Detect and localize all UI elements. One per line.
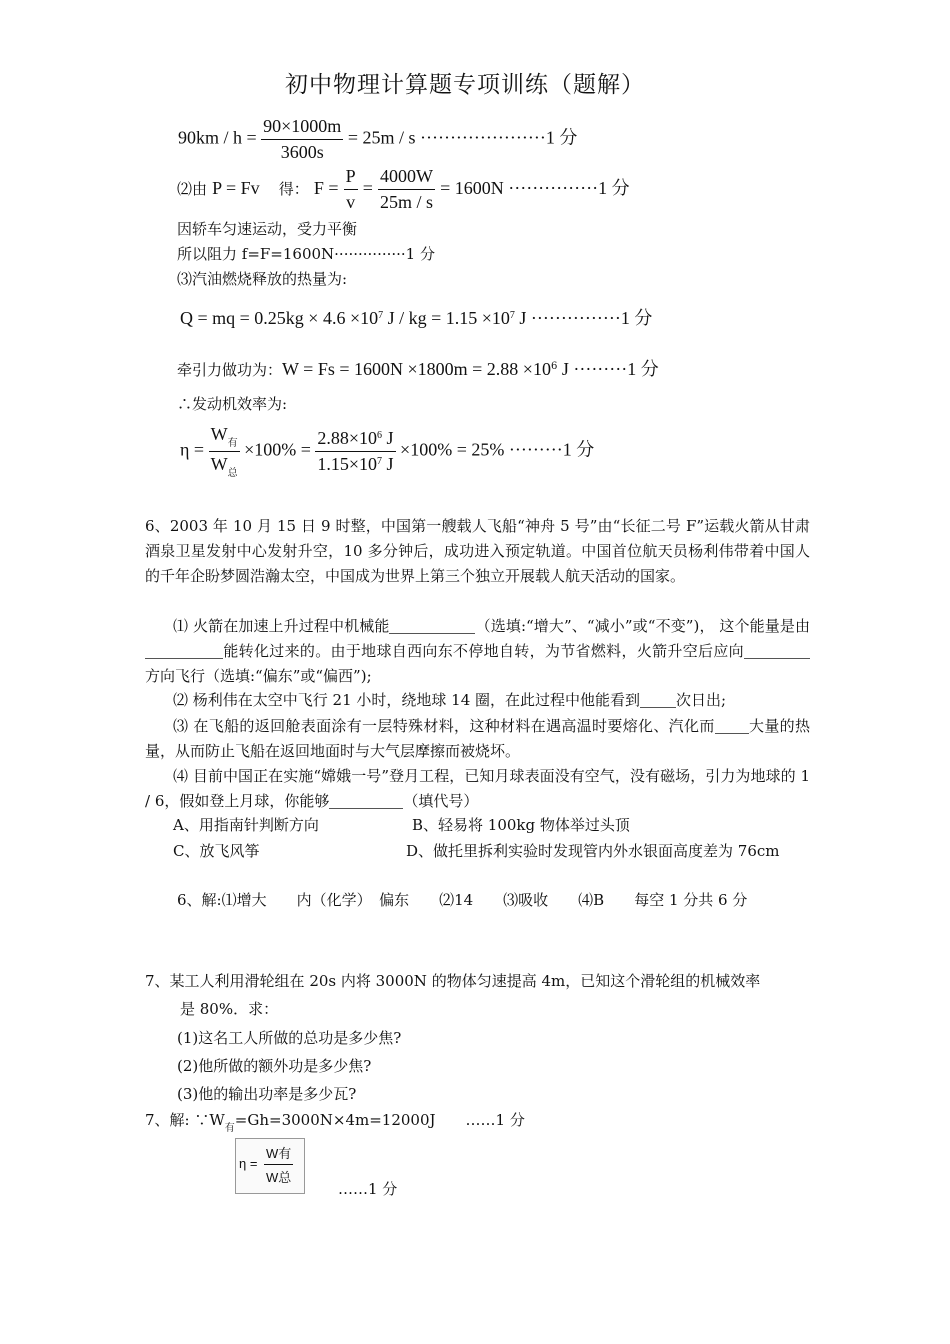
option-b: B、轻易将 100kg 物体举过头顶: [412, 816, 630, 834]
answer-blank[interactable]: [145, 644, 223, 659]
heat-equation: Q = mq = $0.25kg \times 4.6 \times 10^7$ J / kg = $1.15 \times 10^7$ J ···············1 分: [180, 308, 653, 328]
efficiency-heading: ∴发动机效率为:: [177, 395, 288, 413]
answer-blank[interactable]: [329, 794, 403, 809]
q6-part3: ⑶ 在飞船的返回舱表面涂有一层特殊材料，这种材料在遇高温时要熔化、汽化而 大量的热量，从而防止飞船在返回地面时与大气层摩擦而被烧坏。: [145, 717, 810, 760]
power-velocity-fraction: $\frac{P}{v}$: [345, 166, 356, 212]
option-a: A、用指南针判断方向: [173, 816, 319, 834]
efficiency-equation: η = $\frac{W_有}{W_总}$ ×100% = $\frac{2.88\times 10^6 J}{1.15\times 10^7 J}$ ×100% = 25% ·········1 分: [180, 424, 595, 479]
work-value-fraction: $\frac{2.88\times 10^6 J}{1.15\times 10^7 J}$: [317, 428, 394, 474]
q6-intro: 6、2003 年 10 月 15 日 9 时整，中国第一艘载人飞船“神舟 5 号”由“长征二号 F”运载火箭从甘肃酒泉卫星发射中心发射升空，10 多分钟后，成功进入预定轨道。中国首位航天员杨利伟带着中国人的千年企盼梦圆浩瀚太空，中国成为世界上第三个独立开展载人航天活动的国家。: [145, 517, 810, 585]
q6-answer: 6、解:⑴增大 内（化学） 偏东 ⑵14 ⑶吸收 ⑷B 每空 1 分共 6 分: [177, 891, 748, 909]
work-equation: 牵引力做功为：$W = Fs = 1600N \times 1800m = 2.88 \times 10^6$ J ·········1 分: [177, 359, 659, 379]
resistance-text: 所以阻力 f=F=1600N···············1 分: [177, 245, 435, 263]
speed-kmh: 90km / h =: [178, 127, 257, 148]
efficiency-formula-fraction: W有 W总: [266, 1146, 292, 1185]
answer-blank[interactable]: [389, 619, 475, 634]
force-value-fraction: $\frac{4000W}{25m / s}$: [379, 166, 433, 212]
q7-sub2: (2)他所做的额外功是多少焦?: [177, 1057, 372, 1075]
answer-blank[interactable]: [715, 719, 749, 734]
page-title: 初中物理计算题专项训练（题解）: [285, 72, 645, 98]
answer-blank[interactable]: [640, 693, 676, 708]
q7-sub1: (1)这名工人所做的总功是多少焦?: [177, 1029, 402, 1047]
force-line: ⑵由 P = Fv 得： F = $\frac{P}{v}$ = $\frac{4000W}{25m / s}$ = 1600N ···············1 分: [177, 166, 630, 212]
q7-sub3: (3)他的输出功率是多少瓦?: [177, 1085, 357, 1103]
heat-heading: ⑶汽油燃烧释放的热量为:: [177, 270, 348, 288]
speed-conversion: [178, 116, 577, 163]
speed-fraction: $\frac{90\times 1000m}{3600s}$: [263, 116, 342, 162]
option-d: D、做托里拆利实验时发现管内外水银面高度差为 76cm: [406, 842, 780, 860]
option-c: C、放飞风筝: [173, 842, 260, 860]
answer-blank[interactable]: [744, 644, 810, 659]
q6-part1: ⑴ 火箭在加速上升过程中机械能 （选填:“增大”、“减小”或“不变”)， 这个能量是由能转化过来的。由于地球自西向东不停地自转，为节省燃料，火箭升空后应向方向飞行（选填:“偏东”或“偏西”);: [145, 617, 811, 685]
q6-part2: ⑵ 杨利伟在太空中飞行 21 小时，绕地球 14 圈，在此过程中他能看到 次日出;: [173, 691, 727, 709]
q7-intro: 7、某工人利用滑轮组在 20s 内将 3000N 的物体匀速提高 4m，已知这个滑轮组的机械效率: [145, 972, 761, 990]
q7-score: ……1 分: [338, 1180, 398, 1198]
q7-intro-cont: 是 80%．求：: [180, 1000, 279, 1018]
efficiency-formula-image: η = W有 W总: [235, 1138, 305, 1194]
balance-text: 因轿车匀速运动，受力平衡: [177, 220, 358, 238]
q7-solution: 7、解: $\because W_有=Gh=3000N\times 4m=12000J$ ……1 分: [145, 1111, 525, 1134]
speed-result: = 25m / s ·····················1 分: [347, 127, 578, 148]
q6-part4: ⑷ 目前中国正在实施“嫦娥一号”登月工程，已知月球表面没有空气，没有磁场，引力为地球的 1 / 6，假如登上月球，你能够 （填代号）: [145, 767, 810, 810]
work-ratio-fraction: $\frac{W_有}{W_总}$: [210, 424, 238, 479]
